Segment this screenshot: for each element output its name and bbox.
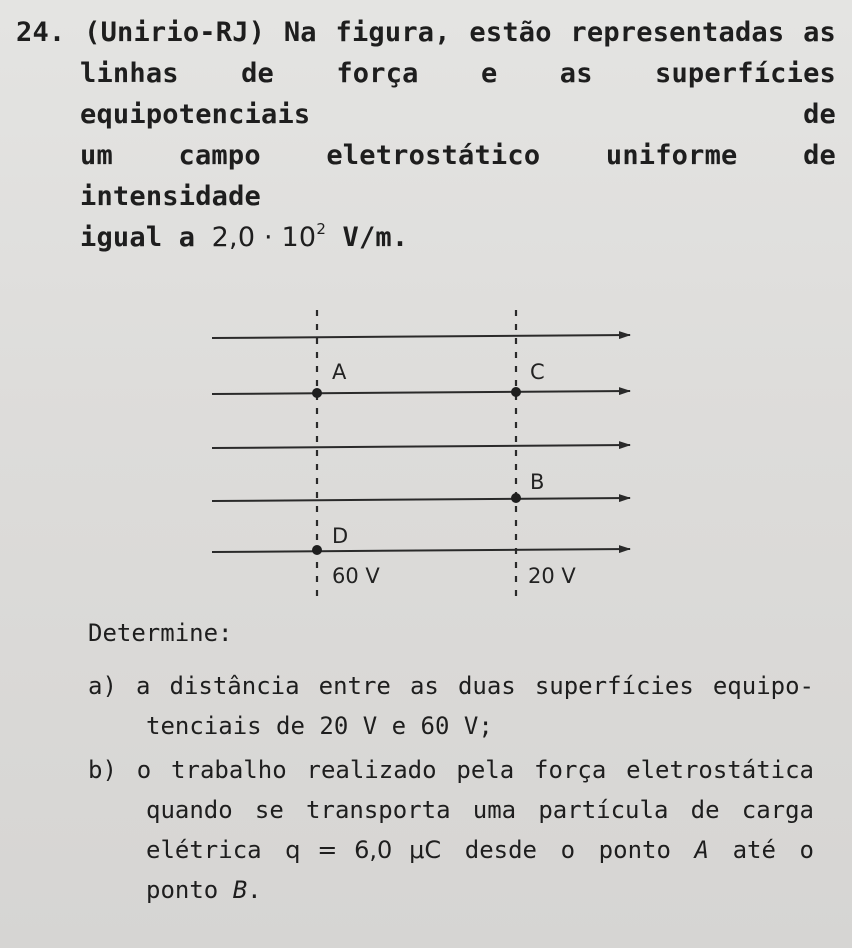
field-line-5 xyxy=(212,549,630,552)
item-b-line-4 xyxy=(88,870,814,910)
item-b-line-2: quando se transporta uma partícula de carga xyxy=(146,796,814,824)
question-number: 24. xyxy=(16,17,66,48)
field-intensity-mantissa: 2,0 · 10 xyxy=(211,222,317,253)
item-b-line-4-end: . xyxy=(247,876,262,904)
item-b-line-3-end: até o xyxy=(708,836,815,864)
item-b-line-1: b) o trabalho realizado pela força eletrostática xyxy=(88,756,814,784)
question-line-4 xyxy=(16,217,836,258)
potential-60v-label: 60 V xyxy=(332,564,380,588)
point-b-reference: B xyxy=(232,876,248,904)
field-line-3 xyxy=(212,445,630,448)
question-line-4-prefix: igual a xyxy=(80,222,212,253)
item-a-line-2: tenciais de 20 V e 60 V; xyxy=(146,712,493,740)
point-a-reference: A xyxy=(694,836,709,864)
item-a-line-1: a) a distância entre as duas superfícies equipo- xyxy=(88,672,814,700)
field-intensity-unit: V/m. xyxy=(326,222,409,253)
potential-20v-label: 20 V xyxy=(528,564,576,588)
charge-value: q = 6,0 μC xyxy=(285,836,442,864)
question-line-2: linhas de força e as superfícies equipotenciais de xyxy=(80,58,836,130)
field-line-2 xyxy=(212,391,630,394)
determine-heading: Determine: xyxy=(88,619,233,647)
item-b xyxy=(88,750,814,910)
item-a xyxy=(88,666,814,746)
item-b-line-3 xyxy=(88,830,814,870)
point-a-label: A xyxy=(332,360,347,384)
point-b-label: B xyxy=(530,470,545,494)
item-b-line-3-prefix: elétrica xyxy=(146,836,286,864)
question-header xyxy=(16,12,836,53)
question-header-text: (Unirio-RJ) Na figura, estão representadas as xyxy=(84,17,836,48)
field-intensity-exponent: 2 xyxy=(316,220,327,238)
point-c-label: C xyxy=(530,360,545,384)
question-statement xyxy=(16,12,836,258)
point-a-dot xyxy=(312,388,322,398)
point-d-dot xyxy=(312,545,322,555)
point-b-dot xyxy=(511,493,521,503)
field-line-4 xyxy=(212,498,630,501)
item-b-line-3-mid: desde o ponto xyxy=(441,836,695,864)
field-intensity-value xyxy=(212,222,326,253)
question-line-3: um campo eletrostático uniforme de intensidade xyxy=(80,140,836,212)
field-line-1 xyxy=(212,335,630,338)
item-b-line-4-prefix: ponto xyxy=(146,876,233,904)
point-d-label: D xyxy=(332,524,349,548)
point-c-dot xyxy=(511,387,521,397)
field-diagram xyxy=(210,300,640,610)
